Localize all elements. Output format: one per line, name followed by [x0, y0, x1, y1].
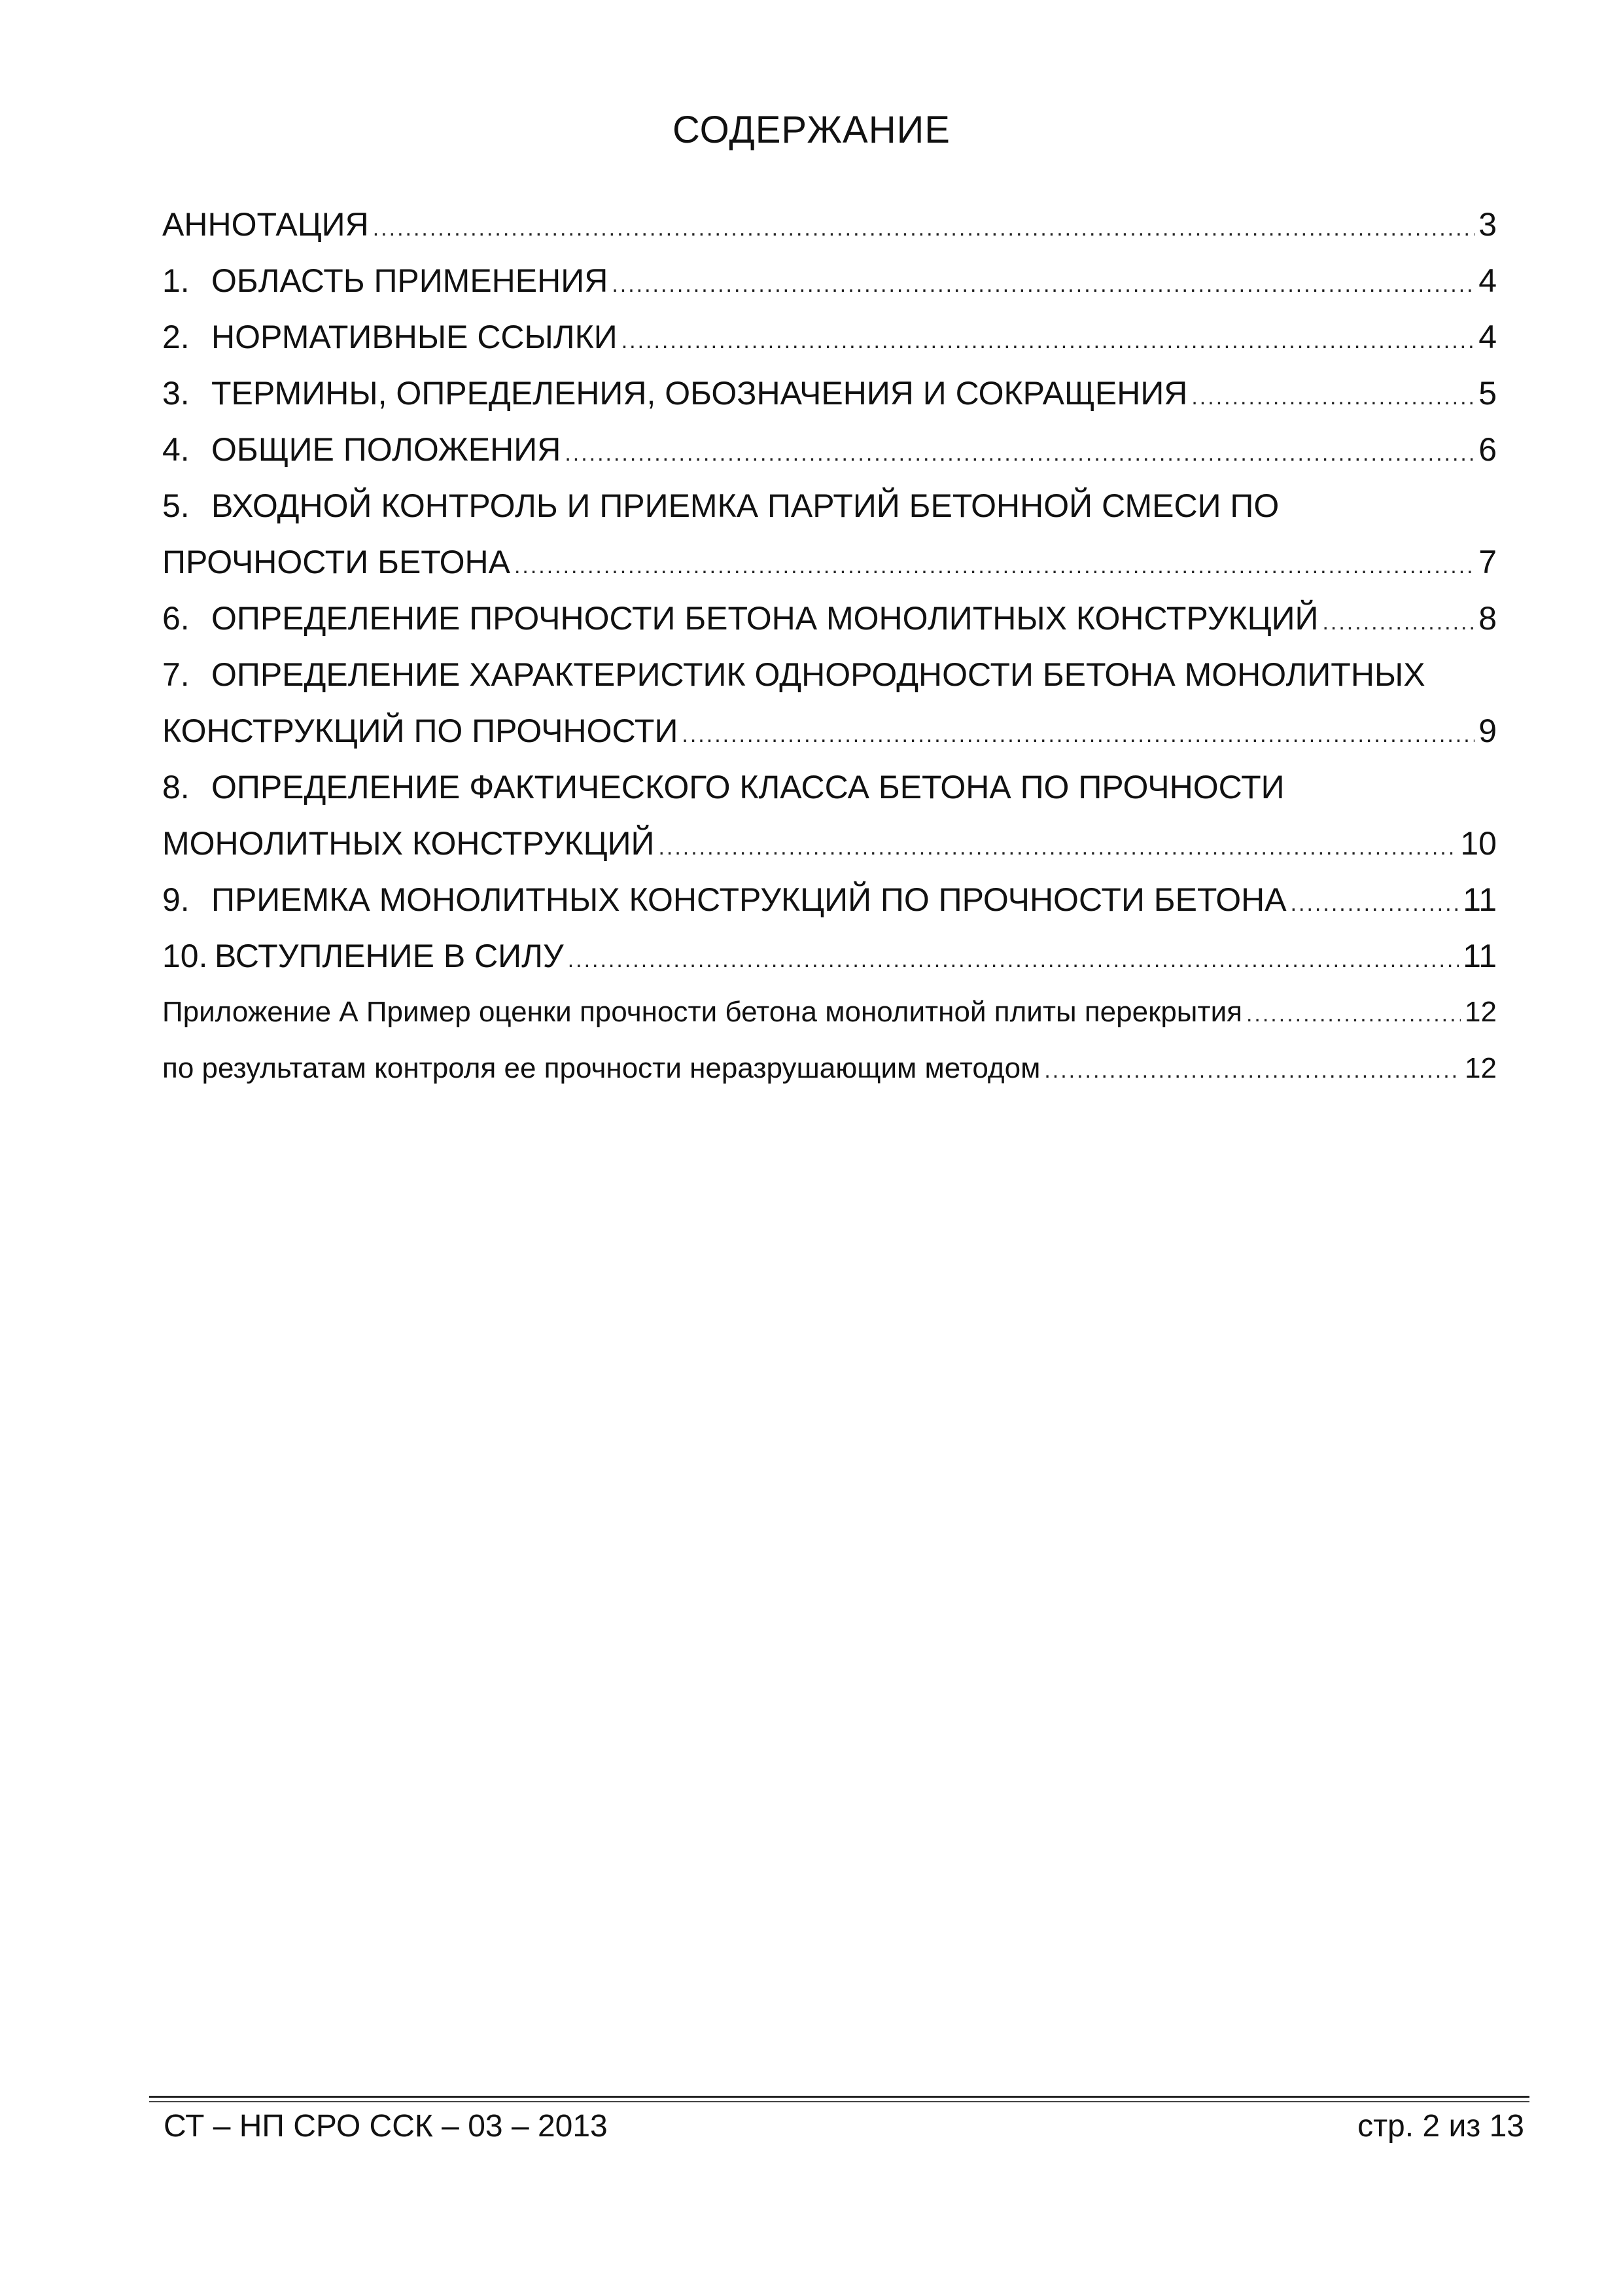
- toc-entry-number: 2.: [162, 319, 190, 355]
- toc-entry-appendix-a[interactable]: [162, 984, 1497, 1040]
- toc-leader: [1291, 875, 1459, 932]
- toc-entry-number: 10.: [162, 938, 208, 974]
- toc-entry-text: ПРОЧНОСТИ БЕТОНА: [162, 544, 510, 580]
- toc-entry-8-continuation[interactable]: [162, 815, 1497, 872]
- toc-entry-number: 8.: [162, 769, 190, 805]
- toc-entry-text: ВСТУПЛЕНИЕ В СИЛУ: [215, 938, 564, 974]
- toc-entry-5-continuation[interactable]: [162, 534, 1497, 590]
- footer-document-code: СТ – НП СРО ССК – 03 – 2013: [164, 2109, 608, 2144]
- toc-page-number: 3: [1478, 206, 1497, 243]
- toc-entry-8[interactable]: [162, 759, 1497, 815]
- toc-leader: [612, 256, 1475, 313]
- toc-entry-3[interactable]: [162, 365, 1497, 421]
- toc-entry-number: 3.: [162, 375, 190, 412]
- toc-entry-1[interactable]: [162, 253, 1497, 309]
- toc-entry-4[interactable]: [162, 421, 1497, 478]
- toc-entry-text: ОПРЕДЕЛЕНИЕ ПРОЧНОСТИ БЕТОНА МОНОЛИТНЫХ КОНСТРУКЦИЙ: [211, 600, 1319, 637]
- footer-divider: [149, 2101, 1529, 2102]
- toc-page-number: 11: [1463, 881, 1497, 918]
- toc-entry-5[interactable]: [162, 478, 1497, 534]
- toc-entry-text: КОНСТРУКЦИЙ ПО ПРОЧНОСТИ: [162, 713, 678, 749]
- toc-leader: [658, 819, 1456, 875]
- toc-entry-number: 1.: [162, 262, 190, 299]
- toc-entry-text: АННОТАЦИЯ: [162, 206, 369, 243]
- toc-entry-text: ОБЩИЕ ПОЛОЖЕНИЯ: [211, 431, 561, 468]
- toc-leader: [514, 538, 1475, 594]
- toc-entry-text: по результатам контроля ее прочности неразрушающим методом: [162, 1052, 1041, 1084]
- toc-entry-text: ОБЛАСТЬ ПРИМЕНЕНИЯ: [211, 262, 608, 299]
- toc-entry-6[interactable]: [162, 590, 1497, 646]
- page-title: СОДЕРЖАНИЕ: [672, 109, 951, 151]
- toc-entry-text: ВХОДНОЙ КОНТРОЛЬ И ПРИЕМКА ПАРТИЙ БЕТОННОЙ СМЕСИ ПО: [211, 487, 1280, 524]
- page-footer: [164, 2108, 1524, 2144]
- toc-leader: [1246, 986, 1461, 1042]
- toc-entry-text: ТЕРМИНЫ, ОПРЕДЕЛЕНИЯ, ОБОЗНАЧЕНИЯ И СОКРАЩЕНИЯ: [211, 375, 1188, 412]
- toc-entry-7-continuation[interactable]: [162, 703, 1497, 759]
- toc-entry-text: ОПРЕДЕЛЕНИЕ ФАКТИЧЕСКОГО КЛАССА БЕТОНА ПО ПРОЧНОСТИ: [211, 769, 1285, 805]
- toc-entry-text: ОПРЕДЕЛЕНИЕ ХАРАКТЕРИСТИК ОДНОРОДНОСТИ БЕТОНА МОНОЛИТНЫХ: [211, 656, 1425, 693]
- toc-leader: [373, 200, 1475, 256]
- toc-entry-2[interactable]: [162, 309, 1497, 365]
- toc-entry-text: НОРМАТИВНЫЕ ССЫЛКИ: [211, 319, 618, 355]
- toc-entry-text: МОНОЛИТНЫХ КОНСТРУКЦИЙ: [162, 825, 655, 862]
- table-of-contents: [162, 196, 1497, 1097]
- toc-leader: [682, 707, 1475, 763]
- toc-entry-7[interactable]: [162, 646, 1497, 703]
- toc-entry-text: Приложение А Пример оценки прочности бетона монолитной плиты перекрытия: [162, 996, 1242, 1028]
- toc-page-number: 8: [1478, 600, 1497, 637]
- toc-entry-number: 4.: [162, 431, 190, 468]
- toc-entry-10[interactable]: [162, 928, 1497, 984]
- toc-page-number: 4: [1478, 319, 1497, 355]
- toc-entry-text: ПРИЕМКА МОНОЛИТНЫХ КОНСТРУКЦИЙ ПО ПРОЧНОСТИ БЕТОНА: [211, 881, 1287, 918]
- toc-leader: [621, 313, 1475, 369]
- toc-leader: [1322, 594, 1475, 650]
- toc-leader: [1044, 1042, 1461, 1099]
- toc-entry-appendix-a-continuation[interactable]: [162, 1040, 1497, 1097]
- footer-page-number: стр. 2 из 13: [1357, 2109, 1524, 2144]
- toc-entry-number: 5.: [162, 487, 190, 524]
- toc-entry-annotation[interactable]: [162, 196, 1497, 253]
- toc-page-number: 12: [1465, 1052, 1497, 1084]
- toc-page-number: 9: [1478, 713, 1497, 749]
- toc-page-number: 5: [1478, 375, 1497, 412]
- toc-page-number: 4: [1478, 262, 1497, 299]
- toc-page-number: 10: [1460, 825, 1497, 862]
- toc-page-number: 7: [1478, 544, 1497, 580]
- toc-entry-number: 9.: [162, 881, 190, 918]
- toc-page-number: 12: [1465, 996, 1497, 1028]
- toc-entry-9[interactable]: [162, 872, 1497, 928]
- toc-entry-number: 6.: [162, 600, 190, 637]
- toc-page-number: 6: [1478, 431, 1497, 468]
- toc-page-number: 11: [1463, 938, 1497, 974]
- toc-leader: [1191, 369, 1475, 425]
- toc-entry-number: 7.: [162, 656, 190, 693]
- footer-divider: [149, 2096, 1529, 2098]
- toc-leader: [568, 932, 1459, 988]
- toc-leader: [565, 425, 1475, 482]
